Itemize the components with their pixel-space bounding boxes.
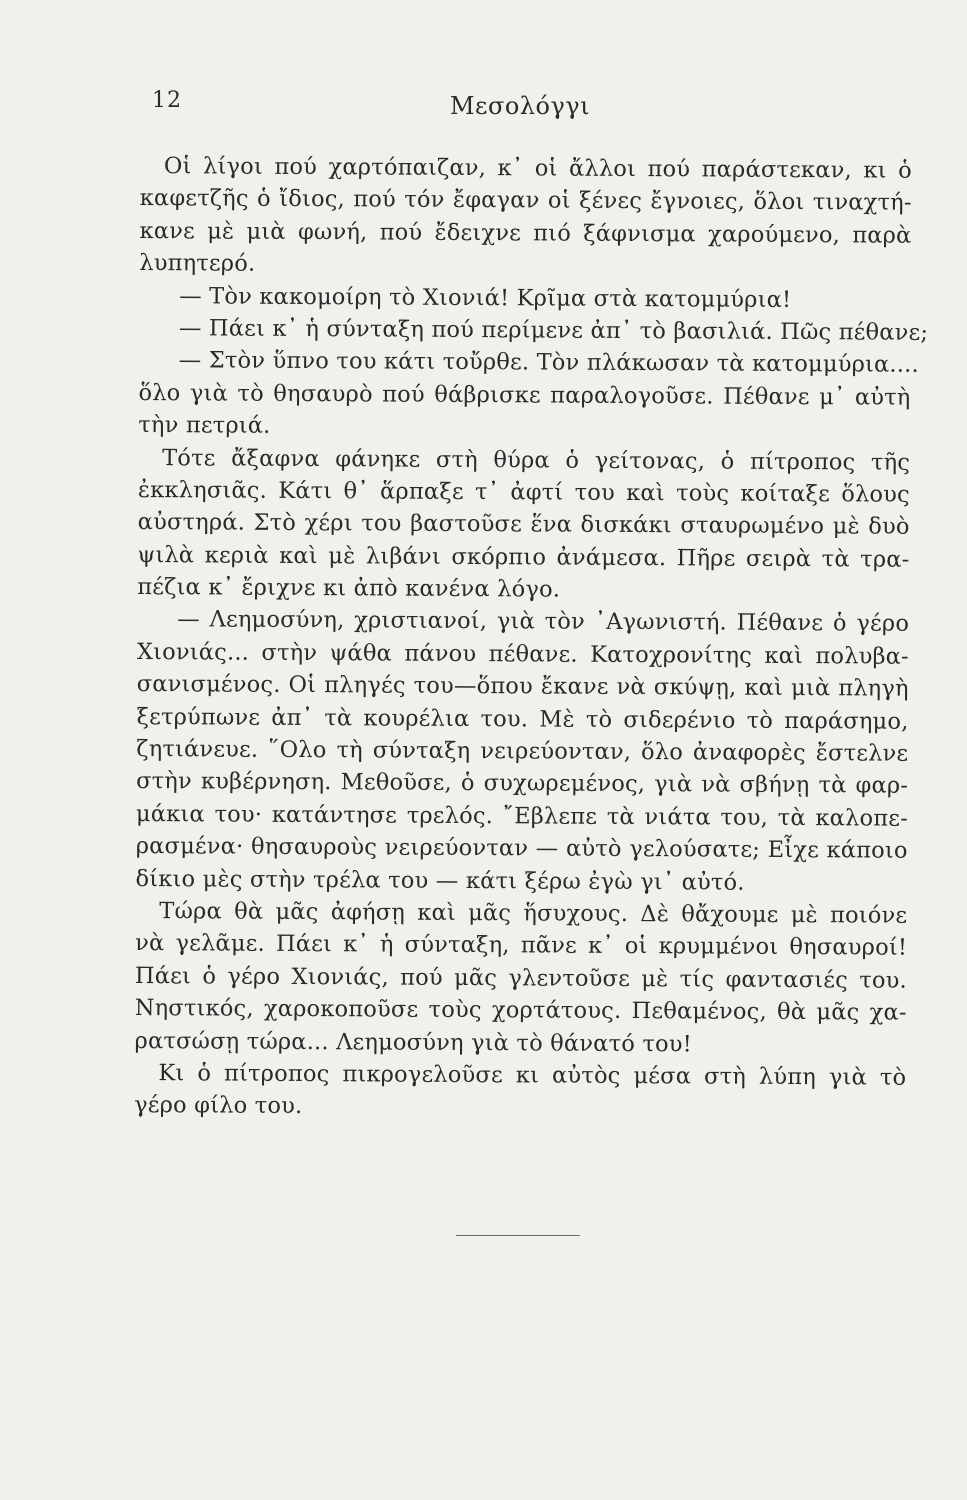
text-line: νὰ γελᾶμε. Πάει κ᾽ ἡ σύνταξη, πᾶνε κ᾽ οἱ κρυμμένοι θησαυροί!	[135, 930, 908, 962]
dialogue-line: — Πάει κ᾽ ἡ σύνταξη πού περίμενε ἀπ᾽ τὸ βασιλιά. Πῶς πέθανε;	[178, 315, 929, 346]
dialogue-line: — Στὸν ὕπνο του κάτι τοὔρθε. Τὸν πλάκωσαν τὰ κατομμύρια....	[178, 347, 919, 379]
page-number: 12	[152, 88, 182, 113]
text-line: δίκιο μὲς στὴν τρέλα του — κάτι ξέρω ἐγὼ γι᾽ αὐτό.	[135, 865, 745, 896]
text-line: μάκια του· κατάντησε τρελός. ῎Εβλεπε τὰ νιάτα του, τὰ καλοπε-	[135, 800, 909, 832]
text-line: Νηστικός, χαροκοποῦσε τοὺς χορτάτους. Πεθαμένος, θὰ μᾶς χα-	[134, 995, 907, 1026]
text-line: ξετρύπωνε ἀπ᾽ τὰ κουρέλια του. Μὲ τὸ σιδερένιο τὸ παράσημο,	[136, 703, 909, 735]
text-line: ρασμένα· θησαυροὺς νειρεύονταν — αὐτὸ γελούσατε; Εἶχε κάποιο	[135, 833, 908, 864]
body-text	[134, 150, 929, 1126]
text-line: ἐκκλησιᾶς. Κάτι θ᾽ ἅρπαξε τ᾽ ἀφτί του καὶ τοὺς κοίταξε ὅλους	[137, 476, 910, 508]
dialogue-line: — Λεημοσύνη, χριστιανοί, γιὰ τὸν ᾿Αγωνιστή. Πέθανε ὁ γέρο	[177, 606, 910, 638]
text-line: στὴν κυβέρνηση. Μεθοῦσε, ὁ συχωρεμένος, γιὰ νὰ σβήνῃ τὰ φαρ-	[136, 768, 909, 800]
text-line: Χιονιάς... στὴν ψάθα πάνου πέθανε. Κατοχρονίτης καὶ πολυβα-	[136, 638, 909, 670]
text-line: ὅλο γιὰ τὸ θησαυρὸ πού θάβρισκε παραλογοῦσε. Πέθανε μ᾽ αὐτὴ	[138, 379, 911, 411]
dialogue-line: — Τὸν κακομοίρη τὸ Χιονιά! Κρῖμα στὰ κατομμύρια!	[179, 282, 792, 313]
text-line: καφετζῆς ὁ ἴδιος, πού τόν ἔφαγαν οἱ ξένες ἔγνοιες, ὅλοι τιναχτή-	[139, 185, 912, 217]
running-title: Μεσολόγγι	[449, 92, 591, 120]
text-line: σανισμένος. Οἱ πληγές του—ὅπου ἔκανε νὰ σκύψῃ, καὶ μιὰ πληγὴ	[136, 671, 909, 702]
text-line: ζητιάνευε. ῞Ολο τὴ σύνταξη νειρεύονταν, ὅλο ἀναφορὲς ἔστελνε	[136, 736, 909, 767]
text-line: Κι ὁ πίτροπος πικρογελοῦσε κι αὐτὸς μέσα στὴ λύπη γιὰ τὸ	[158, 1060, 907, 1091]
text-line: Τώρα θὰ μᾶς ἀφήσῃ καὶ μᾶς ἥσυχους. Δὲ θἄχουμε μὲ ποιόνε	[159, 898, 908, 929]
text-line: Τότε ἄξαφνα φάνηκε στὴ θύρα ὁ γείτονας, ὁ πίτροπος τῆς	[162, 444, 911, 476]
text-line: Οἱ λίγοι πού χαρτόπαιζαν, κ᾽ οἱ ἄλλοι πού παράστεκαν, κι ὁ	[163, 153, 912, 184]
text-line: τὴν πετριά.	[138, 412, 271, 439]
text-line: γέρο φίλο του.	[134, 1092, 303, 1120]
text-line: αὐστηρά. Στὸ χέρι του βαστοῦσε ἕνα δισκάκι σταυρωμένο μὲ δυὸ	[137, 509, 910, 541]
text-line: ρατσώσῃ τώρα... Λεημοσύνη γιὰ τὸ θάνατό του!	[134, 1027, 692, 1057]
text-line: κανε μὲ μιὰ φωνή, πού ἔδειχνε πιό ξάφνισμα χαρούμενο, παρὰ	[139, 217, 912, 249]
text-line: Πάει ὁ γέρο Χιονιάς, πού μᾶς γλεντοῦσε μὲ τίς φαντασιές του.	[134, 962, 908, 994]
text-line: λυπητερό.	[139, 250, 256, 277]
text-line: ψιλὰ κεριὰ καὶ μὲ λιβάνι σκόρπιο ἀνάμεσα. Πῆρε σειρὰ τὰ τρα-	[137, 541, 910, 573]
section-divider	[456, 1235, 580, 1236]
text-line: πέζια κ᾽ ἔριχνε κι ἀπὸ κανένα λόγο.	[137, 574, 561, 603]
